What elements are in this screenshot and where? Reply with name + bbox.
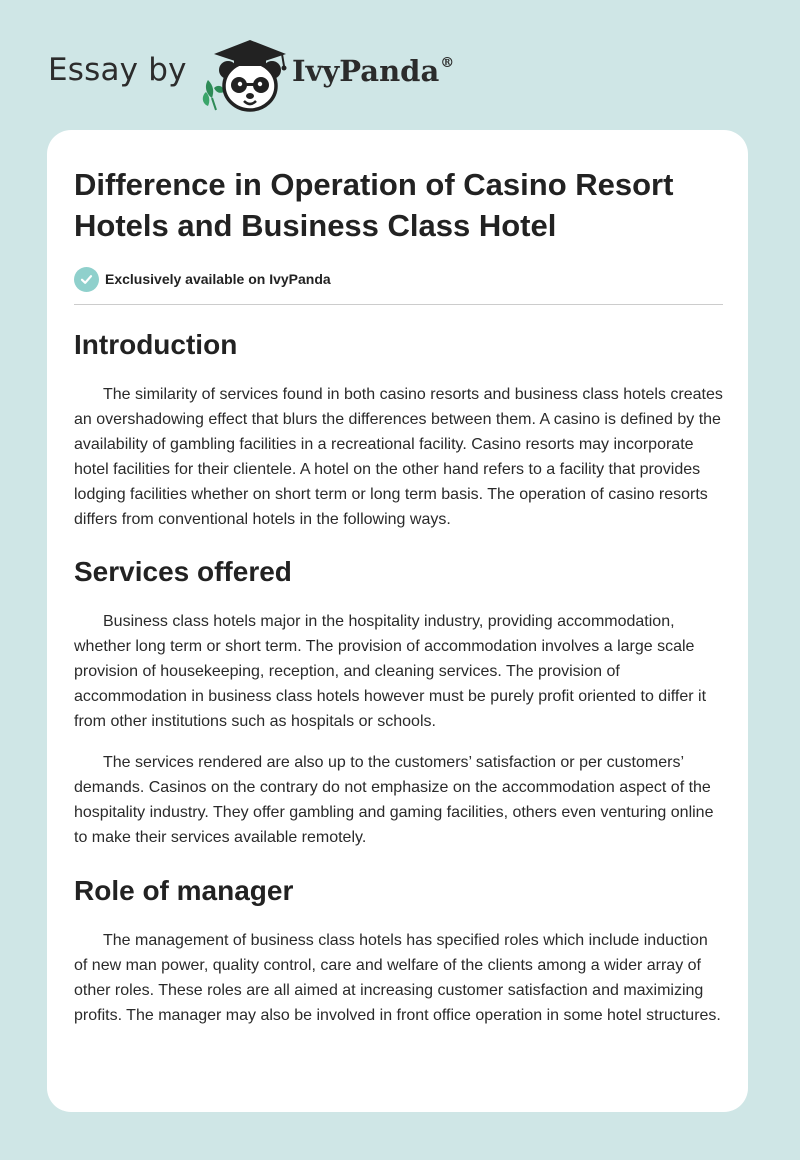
paragraph-introduction-1: The similarity of services found in both casino resorts and business class hotels creates an overshadowing effect that blurs the differences between them. A casino is defined by the availability of gambling facilities in a recreational facility. Casino resorts may incorporate hotel facilities for their clientele. A hotel on the other hand refers to a facility that provides lodging facilities whether on short term or long term basis. The operation of casino resorts differs from conventional hotels in the following ways. xyxy=(74,386,723,528)
registered-mark: ® xyxy=(440,55,455,71)
ivypanda-logo-link[interactable] xyxy=(200,36,296,112)
badge-text: Exclusively available on IvyPanda xyxy=(105,271,331,287)
check-icon xyxy=(74,267,99,292)
section-heading-role-of-manager: Role of manager xyxy=(74,875,294,906)
essay-content xyxy=(74,130,723,1028)
exclusive-badge xyxy=(74,266,723,292)
paragraph-services-1: Business class hotels major in the hospitality industry, providing accommodation, whether long term or short term. The provision of accommodation involves a large scale provision of housekeeping, reception, and cleaning services. The provision of accommodation in business class hotels however must be purely profit oriented to differ it from other institutions such as hospitals or schools. xyxy=(74,613,707,730)
site-header xyxy=(48,36,508,112)
section-heading-introduction: Introduction xyxy=(74,329,238,360)
paragraph-role-1: The management of business class hotels has specified roles which include induction of new man power, quality control, care and welfare of the clients among a wider array of other roles. These roles are all aimed at increasing customer satisfaction and maximizing profits. The manager may also be involved in front office operation in some hotel structures. xyxy=(74,932,721,1024)
panda-mascot-icon xyxy=(200,36,296,112)
essay-card xyxy=(47,130,748,1112)
brand-name: IvyPanda® xyxy=(292,54,455,88)
section-heading-services-offered: Services offered xyxy=(74,556,292,587)
essay-by-label: Essay by xyxy=(48,52,187,88)
paragraph-services-2: The services rendered are also up to the customers’ satisfaction or per customers’ demands. Casinos on the contrary do not emphasize on the accommodation aspect of the hospitality industry. They offer gambling and gaming facilities, others even venturing online to make their services available remotely. xyxy=(74,754,714,846)
essay-title: Difference in Operation of Casino Resort Hotels and Business Class Hotel xyxy=(74,167,674,243)
title-divider xyxy=(74,304,723,305)
